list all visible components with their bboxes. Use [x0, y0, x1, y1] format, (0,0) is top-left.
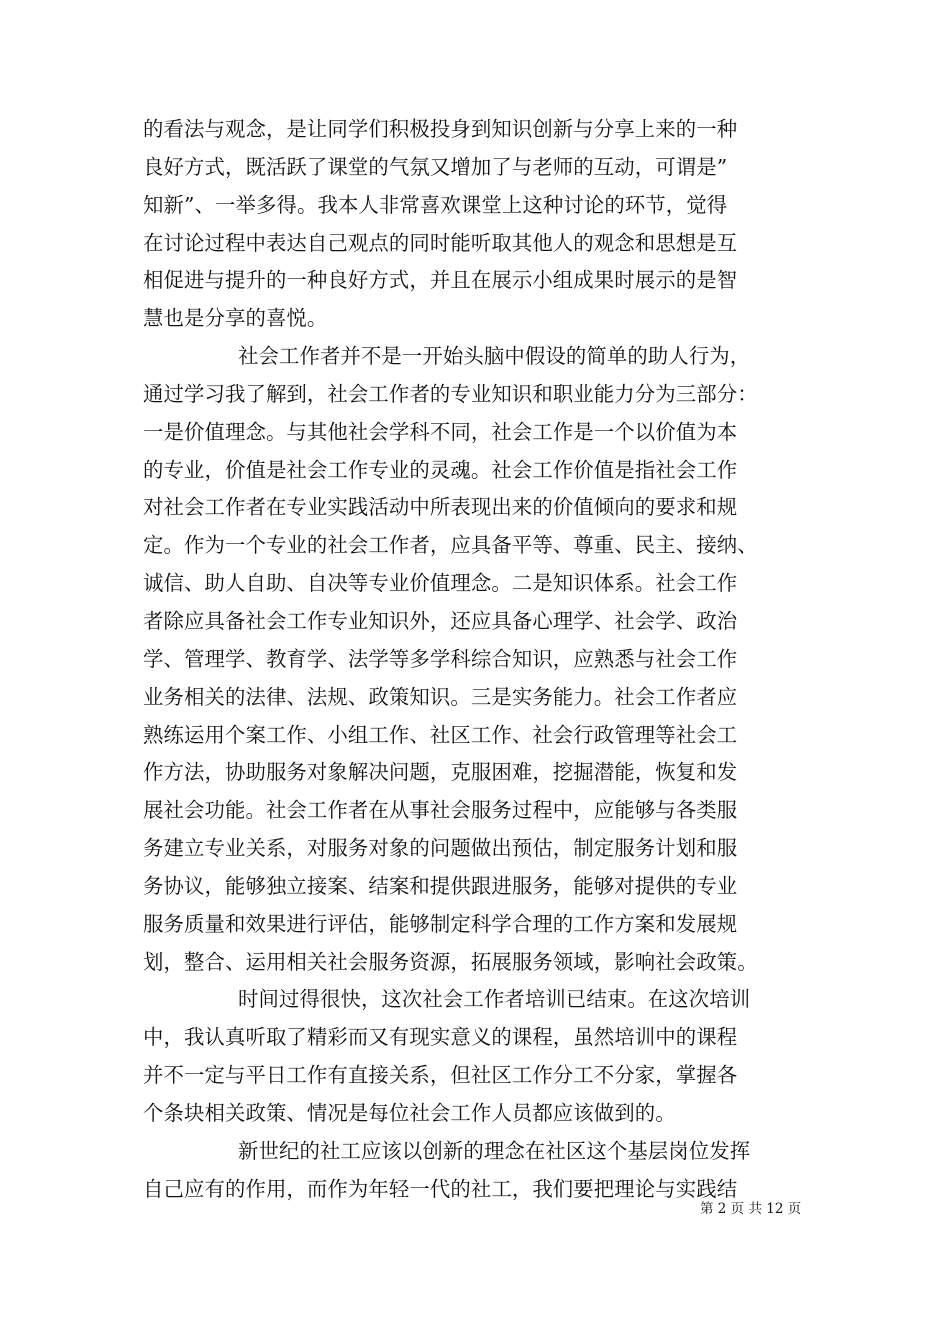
text-line: 并不一定与平日工作有直接关系，但社区工作分工不分家，掌握各 — [143, 1063, 738, 1088]
text-line: 学、管理学、教育学、法学等多学科综合知识，应熟悉与社会工作 — [143, 646, 738, 671]
text-line: 定。作为一个专业的社会工作者，应具备平等、尊重、民主、接纳、 — [143, 533, 758, 558]
text-line: 者除应具备社会工作专业知识外，还应具备心理学、社会学、政治 — [143, 608, 738, 633]
text-line: 业务相关的法律、法规、政策知识。三是实务能力。社会工作者应 — [143, 684, 738, 709]
document-body — [143, 111, 811, 1208]
text-line: 服务质量和效果进行评估，能够制定科学合理的工作方案和发展规 — [143, 911, 738, 936]
paragraph-first-line: 新世纪的社工应该以创新的理念在社区这个基层岗位发挥 — [238, 1138, 751, 1163]
text-line: 务协议，能够独立接案、结案和提供跟进服务，能够对提供的专业 — [143, 873, 738, 898]
text-line: 对社会工作者在专业实践活动中所表现出来的价值倾向的要求和规 — [143, 495, 738, 520]
text-line: 在讨论过程中表达自己观点的同时能听取其他人的观念和思想是互 — [143, 230, 738, 255]
text-line: 慧也是分享的喜悦。 — [143, 306, 328, 331]
text-line: 划，整合、运用相关社会服务资源，拓展服务领域，影响社会政策。 — [143, 949, 758, 974]
text-line: 作方法，协助服务对象解决问题，克服困难，挖掘潜能，恢复和发 — [143, 760, 738, 785]
text-line: 务建立专业关系，对服务对象的问题做出预估，制定服务计划和服 — [143, 836, 738, 861]
text-line: 个条块相关政策、情况是每位社会工作人员都应该做到的。 — [143, 1100, 676, 1125]
text-line: 熟练运用个案工作、小组工作、社区工作、社会行政管理等社会工 — [143, 722, 738, 747]
text-line: 中，我认真听取了精彩而又有现实意义的课程，虽然培训中的课程 — [143, 1025, 738, 1050]
text-line: 知新”、一举多得。我本人非常喜欢课堂上这种讨论的环节，觉得 — [143, 192, 728, 217]
text-line: 展社会功能。社会工作者在从事社会服务过程中，应能够与各类服 — [143, 798, 738, 823]
text-line: 的看法与观念，是让同学们积极投身到知识创新与分享上来的一种 — [143, 117, 738, 141]
text-line: 诚信、助人自助、自决等专业价值理念。二是知识体系。社会工作 — [143, 571, 738, 596]
text-line: 良好方式，既活跃了课堂的气氛又增加了与老师的互动，可谓是” — [143, 154, 728, 179]
text-line: 自己应有的作用，而作为年轻一代的社工，我们要把理论与实践结 — [143, 1176, 738, 1201]
text-line: 的专业，价值是社会工作专业的灵魂。社会工作价值是指社会工作 — [143, 457, 738, 482]
text-line: 一是价值理念。与其他社会学科不同，社会工作是一个以价值为本 — [143, 419, 738, 444]
paragraph-first-line: 社会工作者并不是一开始头脑中假设的简单的助人行为， — [238, 344, 751, 369]
text-line: 相促进与提升的一种良好方式，并且在展示小组成果时展示的是智 — [143, 268, 738, 293]
page-number-footer: 第 2 页 共 12 页 — [700, 1201, 802, 1217]
text-line: 通过学习我了解到，社会工作者的专业知识和职业能力分为三部分： — [143, 381, 758, 406]
paragraph-first-line: 时间过得很快，这次社会工作者培训已结束。在这次培训 — [238, 987, 751, 1012]
